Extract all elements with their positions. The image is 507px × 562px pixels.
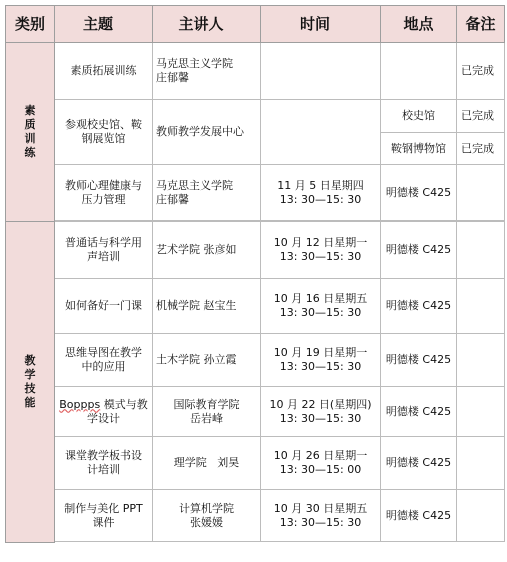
category-char: 训: [24, 132, 36, 145]
note-cell: [457, 490, 505, 542]
category-teaching-skills: [6, 222, 55, 543]
spacer-row: [6, 542, 505, 543]
topic-cell: 教师心理健康与 压力管理: [55, 165, 153, 221]
time-cell: [261, 43, 381, 100]
topic-cell: 课堂教学板书设 计培训: [55, 437, 153, 490]
speaker-cell: 计算机学院 张媛媛: [153, 490, 261, 542]
table-row: [6, 43, 505, 100]
place-cell: 明德楼 C425: [381, 437, 457, 490]
topic-cell: 制作与美化 PPT 课件: [55, 490, 153, 542]
place-cell: 校史馆: [381, 100, 457, 133]
note-cell: [457, 334, 505, 387]
spacer-cell: [55, 542, 505, 543]
table-row: [6, 222, 505, 279]
time-cell: 10 月 16 日星期五 13: 30—15: 30: [261, 279, 381, 334]
speaker-cell: 土木学院 孙立霞: [153, 334, 261, 387]
category-char: 练: [24, 146, 36, 159]
place-cell: 明德楼 C425: [381, 387, 457, 437]
note-cell: [457, 165, 505, 221]
category-char: 教: [24, 353, 36, 367]
header-note: 备注: [457, 6, 505, 43]
place-cell: 明德楼 C425: [381, 222, 457, 279]
speaker-cell: 理学院 刘昊: [153, 437, 261, 490]
place-cell: 明德楼 C425: [381, 165, 457, 221]
place-cell: 鞍钢博物馆: [381, 133, 457, 165]
category-char: 质: [24, 118, 36, 131]
header-category: 类别: [6, 6, 55, 43]
header-place: 地点: [381, 6, 457, 43]
time-cell: [261, 100, 381, 165]
table-row: [6, 387, 505, 437]
table-row: [6, 165, 505, 221]
note-cell: [457, 437, 505, 490]
topic-cell: [55, 387, 153, 437]
speaker-cell: 艺术学院 张彦如: [153, 222, 261, 279]
table-row: [6, 490, 505, 542]
speaker-cell: 机械学院 赵宝生: [153, 279, 261, 334]
topic-cell: 参观校史馆、鞍 钢展览馆: [55, 100, 153, 165]
table-row: [6, 279, 505, 334]
place-cell: 明德楼 C425: [381, 334, 457, 387]
time-cell: 10 月 30 日星期五 13: 30—15: 30: [261, 490, 381, 542]
category-char: 学: [24, 367, 36, 381]
place-cell: [381, 43, 457, 100]
training-schedule-table: [5, 5, 505, 543]
topic-cell: 如何备好一门课: [55, 279, 153, 334]
time-cell: 10 月 22 日(星期四) 13: 30—15: 30: [261, 387, 381, 437]
place-cell: 明德楼 C425: [381, 279, 457, 334]
speaker-cell: 马克思主义学院 庄郁馨: [153, 43, 261, 100]
speaker-cell: 教师教学发展中心: [153, 100, 261, 165]
speaker-cell: 国际教育学院 岳岩峰: [153, 387, 261, 437]
table-row: [6, 100, 505, 133]
time-cell: 10 月 19 日星期一 13: 30—15: 30: [261, 334, 381, 387]
table-row: [6, 334, 505, 387]
time-cell: 10 月 26 日星期一 13: 30—15: 00: [261, 437, 381, 490]
note-cell: 已完成: [457, 133, 505, 165]
place-cell: 明德楼 C425: [381, 490, 457, 542]
note-cell: 已完成: [457, 100, 505, 133]
category-char: 技: [24, 381, 36, 395]
header-time: 时间: [261, 6, 381, 43]
category-quality-training: [6, 43, 55, 222]
topic-cell: 普通话与科学用 声培训: [55, 222, 153, 279]
topic-cell: 思维导图在教学 中的应用: [55, 334, 153, 387]
time-cell: 10 月 12 日星期一 13: 30—15: 30: [261, 222, 381, 279]
note-cell: [457, 222, 505, 279]
note-cell: [457, 279, 505, 334]
speaker-cell: 马克思主义学院 庄郁馨: [153, 165, 261, 221]
topic-wavy-text: Boppps: [59, 397, 101, 411]
topic-text: 模式与教 学设计: [87, 397, 148, 425]
table-row: [6, 437, 505, 490]
topic-cell: 素质拓展训练: [55, 43, 153, 100]
header-speaker: 主讲人: [153, 6, 261, 43]
header-row: [6, 6, 505, 43]
category-char: 能: [24, 395, 36, 409]
time-cell: 11 月 5 日星期四 13: 30—15: 30: [261, 165, 381, 221]
note-cell: [457, 387, 505, 437]
note-cell: 已完成: [457, 43, 505, 100]
category-char: 素: [24, 104, 36, 117]
header-topic: 主题: [55, 6, 153, 43]
